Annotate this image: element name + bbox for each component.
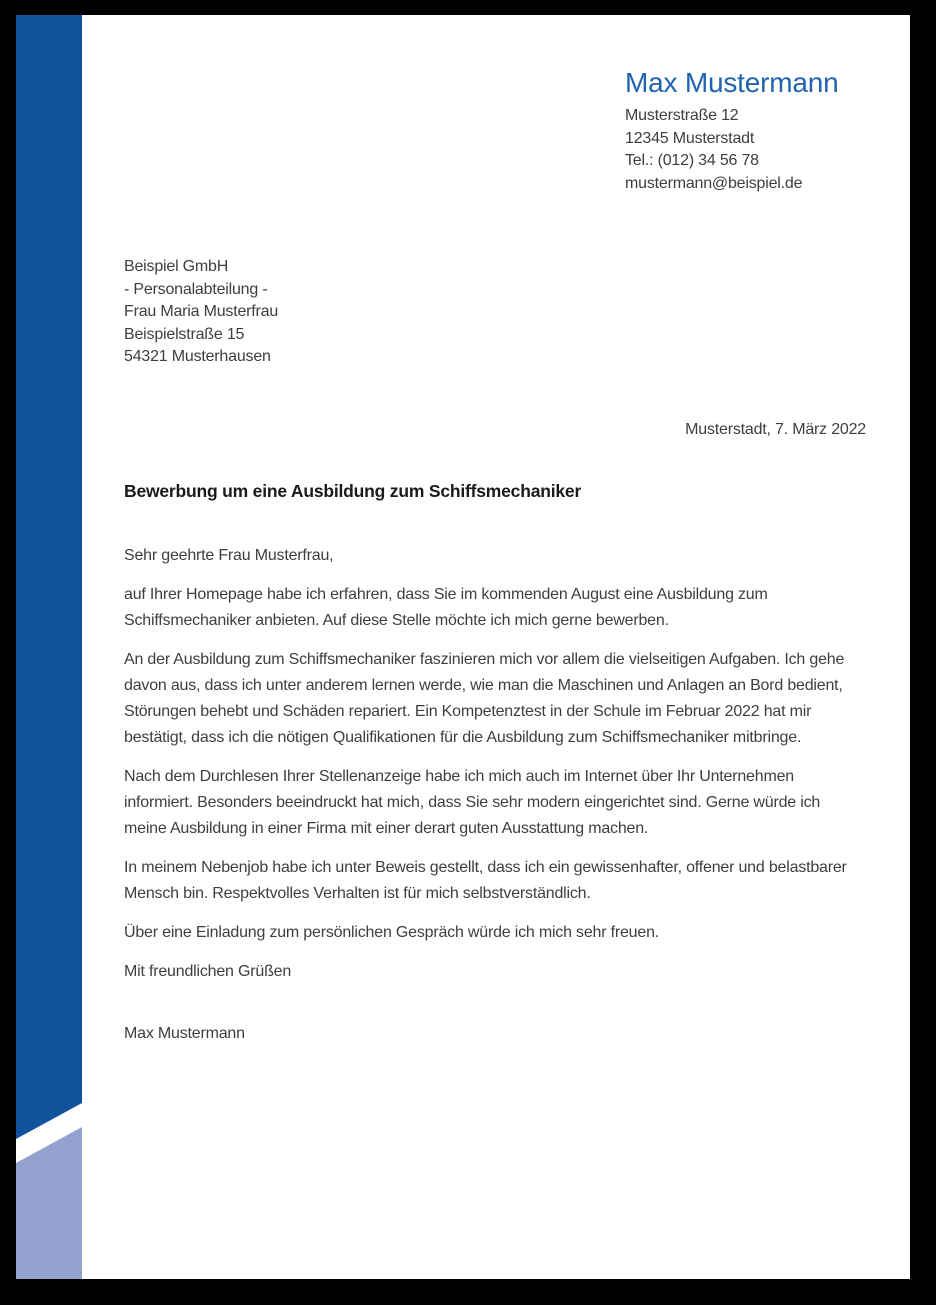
paragraph-invitation: Über eine Einladung zum persönlichen Gespräch würde ich mich sehr freuen.	[124, 924, 660, 941]
sender-phone: Tel.: (012) 34 56 78	[625, 152, 759, 170]
sender-email: mustermann@beispiel.de	[625, 175, 803, 193]
sender-name: Max Mustermann	[625, 67, 839, 98]
stripe-dark-segment	[16, 15, 82, 1279]
recipient-block	[124, 256, 524, 369]
recipient-contact-person: Frau Maria Musterfrau	[124, 303, 279, 320]
sender-address-city: 12345 Musterstadt	[625, 129, 755, 147]
paragraph-company: Nach dem Durchlesen Ihrer Stellenanzeige habe ich mich auch im Internet über Ihr Unternehmen informiert. Besonders beeindruckt hat mich, dass Sie sehr modern eingerichtet sind. Gerne würde ich meine Ausbildung in einer Firma mit einer derart guten Ausstattung machen.	[124, 768, 821, 837]
sender-address-street: Musterstraße 12	[625, 107, 739, 124]
recipient-company: Beispiel GmbH	[124, 258, 229, 275]
recipient-department: - Personalabteilung -	[124, 280, 268, 298]
paragraph-strengths: In meinem Nebenjob habe ich unter Beweis gestellt, dass ich ein gewissenhafter, offener und belastbarer Mensch bin. Respektvolles Verhalten ist für mich selbstverständlich.	[124, 859, 847, 902]
letter-page	[16, 15, 910, 1279]
letter-body	[124, 543, 866, 1047]
recipient-street: Beispielstraße 15	[124, 325, 245, 343]
recipient-city: 54321 Musterhausen	[124, 348, 271, 365]
date-line: Musterstadt, 7. März 2022	[685, 421, 866, 438]
paragraph-motivation: An der Ausbildung zum Schiffsmechaniker faszinieren mich vor allem die vielseitigen Aufgaben. Ich gehe davon aus, dass ich unter anderem lernen werde, wie man die Maschinen und Anlagen an Bord bedient, Störungen behebt und Schäden repariert. Ein Kompetenztest in der Schule im Februar 2022 hat mir bestätigt, dass ich die nötigen Qualifikationen für die Ausbildung zum Schiffsmechaniker mitbringe.	[124, 651, 845, 746]
salutation: Sehr geehrte Frau Musterfrau,	[124, 547, 334, 564]
paragraph-intro: auf Ihrer Homepage habe ich erfahren, dass Sie im kommenden August eine Ausbildung zum Schiffsmechaniker anbieten. Auf diese Stelle möchte ich mich gerne bewerben.	[124, 586, 768, 629]
subject-line: Bewerbung um eine Ausbildung zum Schiffsmechaniker	[124, 481, 582, 501]
signature-name: Max Mustermann	[124, 1025, 245, 1042]
side-stripe	[16, 15, 82, 1279]
sender-block	[625, 66, 895, 196]
closing-phrase: Mit freundlichen Grüßen	[124, 963, 292, 980]
